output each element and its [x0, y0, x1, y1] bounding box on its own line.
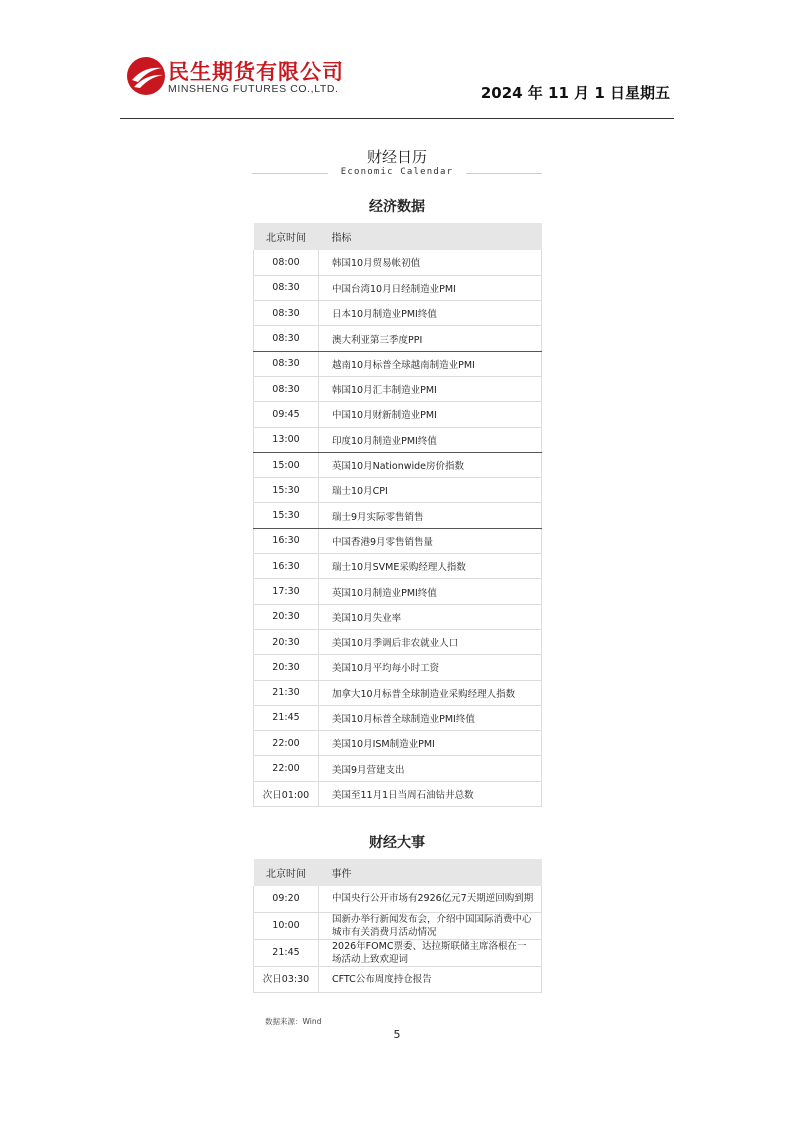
row-description: 印度10月制造业PMI终值: [319, 427, 542, 452]
row-description: 中国台湾10月日经制造业PMI: [319, 275, 542, 300]
row-description: 中国香港9月零售销售量: [319, 528, 542, 553]
row-description: 美国至11月1日当周石油钻井总数: [319, 781, 542, 806]
column-header-time: 北京时间: [254, 223, 319, 250]
table-row: [254, 478, 542, 503]
table-row: [254, 326, 542, 351]
economic-data-title: 经济数据: [369, 199, 425, 215]
row-description: 加拿大10月标普全球制造业采购经理人指数: [319, 680, 542, 705]
row-time: 15:30: [254, 478, 319, 503]
row-description: 英国10月Nationwide房价指数: [319, 452, 542, 477]
row-time: 08:30: [254, 376, 319, 401]
row-time: 08:30: [254, 326, 319, 351]
row-description: 韩国10月汇丰制造业PMI: [319, 376, 542, 401]
row-time: 13:00: [254, 427, 319, 452]
row-time: 09:20: [254, 886, 319, 912]
economic-data-table: [253, 223, 542, 807]
row-time: 20:30: [254, 604, 319, 629]
table-row: [254, 351, 542, 376]
row-time: 20:30: [254, 655, 319, 680]
column-header-indicator: 指标: [319, 223, 542, 250]
row-time: 次日03:30: [254, 966, 319, 992]
row-description: 美国9月营建支出: [319, 756, 542, 781]
row-time: 08:30: [254, 301, 319, 326]
row-description: CFTC公布周度持仓报告: [319, 966, 542, 992]
row-description: 瑞士10月CPI: [319, 478, 542, 503]
row-description: 美国10月标普全球制造业PMI终值: [319, 705, 542, 730]
data-source-note: 数据来源：Wind: [265, 1017, 322, 1026]
table-row: [254, 886, 542, 912]
table-row: [254, 579, 542, 604]
table-row: [254, 528, 542, 553]
row-description: 日本10月制造业PMI终值: [319, 301, 542, 326]
row-time: 次日01:00: [254, 781, 319, 806]
table-row: [254, 376, 542, 401]
table-row: [254, 655, 542, 680]
row-time: 22:00: [254, 731, 319, 756]
row-time: 20:30: [254, 629, 319, 654]
company-name-cn: 民生期货有限公司: [168, 60, 344, 84]
row-description: 美国10月失业率: [319, 604, 542, 629]
row-time: 08:30: [254, 351, 319, 376]
table-header-row: [254, 859, 542, 886]
row-description: 中国央行公开市场有2926亿元7天期逆回购到期: [319, 886, 542, 912]
calendar-rule-right: [466, 173, 542, 174]
page-number: 5: [393, 1028, 401, 1041]
row-time: 10:00: [254, 912, 319, 939]
row-description: 2026年FOMC票委、达拉斯联储主席洛根在一场活动上致欢迎词: [319, 939, 542, 966]
row-description: 越南10月标普全球越南制造业PMI: [319, 351, 542, 376]
table-row: [254, 705, 542, 730]
row-time: 22:00: [254, 756, 319, 781]
row-time: 09:45: [254, 402, 319, 427]
row-time: 15:30: [254, 503, 319, 528]
row-time: 17:30: [254, 579, 319, 604]
table-row: [254, 427, 542, 452]
row-time: 15:00: [254, 452, 319, 477]
row-description: 澳大利亚第三季度PPI: [319, 326, 542, 351]
table-row: [254, 402, 542, 427]
column-header-event: 事件: [319, 859, 542, 886]
events-title: 财经大事: [369, 835, 425, 851]
row-description: 中国10月财新制造业PMI: [319, 402, 542, 427]
table-row: [254, 731, 542, 756]
table-row: [254, 912, 542, 939]
table-row: [254, 554, 542, 579]
minsheng-logo-icon: [126, 56, 166, 96]
row-description: 瑞士9月实际零售销售: [319, 503, 542, 528]
page-header: [0, 0, 794, 120]
table-row: [254, 250, 542, 275]
table-row: [254, 680, 542, 705]
row-time: 08:30: [254, 275, 319, 300]
table-row: [254, 604, 542, 629]
row-description: 美国10月季调后非农就业人口: [319, 629, 542, 654]
row-description: 韩国10月贸易帐初值: [319, 250, 542, 275]
row-time: 21:30: [254, 680, 319, 705]
table-row: [254, 629, 542, 654]
calendar-title: 财经日历: [366, 148, 427, 166]
table-row: [254, 452, 542, 477]
table-row: [254, 939, 542, 966]
table-row: [254, 503, 542, 528]
row-description: 国新办举行新闻发布会，介绍中国国际消费中心城市有关消费月活动情况: [319, 912, 542, 939]
company-logo: [126, 56, 366, 100]
table-row: [254, 966, 542, 992]
row-time: 21:45: [254, 705, 319, 730]
row-description: 美国10月平均每小时工资: [319, 655, 542, 680]
row-time: 16:30: [254, 528, 319, 553]
row-description: 英国10月制造业PMI终值: [319, 579, 542, 604]
table-row: [254, 781, 542, 806]
company-name-en: MINSHENG FUTURES CO.,LTD.: [168, 83, 339, 95]
row-description: 美国10月ISM制造业PMI: [319, 731, 542, 756]
row-time: 08:00: [254, 250, 319, 275]
header-divider: [120, 118, 674, 119]
table-header-row: [254, 223, 542, 250]
report-date: 2024 年 11 月 1 日星期五: [480, 84, 670, 102]
row-description: 瑞士10月SVME采购经理人指数: [319, 554, 542, 579]
table-row: [254, 275, 542, 300]
table-row: [254, 756, 542, 781]
row-time: 21:45: [254, 939, 319, 966]
column-header-time: 北京时间: [254, 859, 319, 886]
table-row: [254, 301, 542, 326]
row-time: 16:30: [254, 554, 319, 579]
events-table: [253, 859, 542, 993]
calendar-subtitle: Economic Calendar: [340, 167, 454, 177]
